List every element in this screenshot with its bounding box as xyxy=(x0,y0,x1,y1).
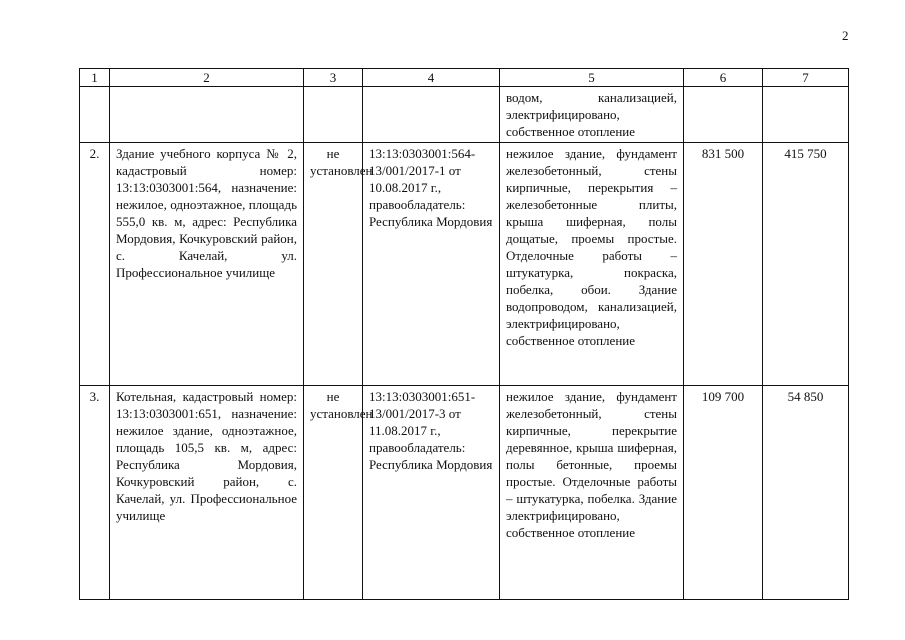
registration-info: 13:13:0303001:651-13/001/2017-3 от 11.08.2017 г., правообладатель: Республика Мордовия xyxy=(363,386,500,600)
inventory-number: не установлен xyxy=(304,386,363,600)
inventory-number: не установлен xyxy=(304,143,363,386)
row-number: 3. xyxy=(80,386,110,600)
column-number-2: 2 xyxy=(110,69,304,87)
object-description: Здание учебного корпуса № 2, кадастровый номер: 13:13:0303001:564, назначение: нежилое, одноэтажное, площадь 555,0 кв. м, адрес: Республика Мордовия, Кочкуровский район, с. Качелай, ул. Профессиональное училище xyxy=(110,143,304,386)
column-number-6: 6 xyxy=(684,69,763,87)
cell-object xyxy=(110,87,304,143)
value-col7: 415 750 xyxy=(763,143,849,386)
characteristics: нежилое здание, фундамент железобетонный, стены кирпичные, перекрытие деревянное, крыша шиферная, полы бетонные, проемы простые. Отделочные работы – штукатурка, побелка. Здание электрифицировано, собственное отопление xyxy=(500,386,684,600)
value-col7: 54 850 xyxy=(763,386,849,600)
cell-value-6 xyxy=(684,87,763,143)
column-number-row xyxy=(80,69,849,87)
column-number-1: 1 xyxy=(80,69,110,87)
column-number-7: 7 xyxy=(763,69,849,87)
property-table xyxy=(79,68,849,600)
table-row xyxy=(80,143,849,386)
cell-registration xyxy=(363,87,500,143)
column-number-3: 3 xyxy=(304,69,363,87)
cell-number xyxy=(80,87,110,143)
characteristics: нежилое здание, фундамент железобетонный, стены кирпичные, перекрытия – железобетонные плиты, крыша шиферная, полы дощатые, проемы простые. Отделочные работы – штукатурка, покраска, побелка, обои. Здание водопроводом, канализацией, электрифицировано, собственное отопление xyxy=(500,143,684,386)
cell-description: водом, канализацией, электрифицировано, собственное отопление xyxy=(500,87,684,143)
object-description: Котельная, кадастровый номер: 13:13:0303001:651, назначение: нежилое здание, одноэтажное, площадь 105,5 кв. м, адрес: Республика Мордовия, Кочкуровский район, с. Качелай, ул. Профессиональное училище xyxy=(110,386,304,600)
page-number: 2 xyxy=(842,28,849,43)
cell-inventory xyxy=(304,87,363,143)
value-col6: 109 700 xyxy=(684,386,763,600)
row-number: 2. xyxy=(80,143,110,386)
cell-value-7 xyxy=(763,87,849,143)
column-number-4: 4 xyxy=(363,69,500,87)
column-number-5: 5 xyxy=(500,69,684,87)
continuation-row xyxy=(80,87,849,143)
table-row xyxy=(80,386,849,600)
registration-info: 13:13:0303001:564-13/001/2017-1 от 10.08.2017 г., правообладатель: Республика Мордовия xyxy=(363,143,500,386)
value-col6: 831 500 xyxy=(684,143,763,386)
